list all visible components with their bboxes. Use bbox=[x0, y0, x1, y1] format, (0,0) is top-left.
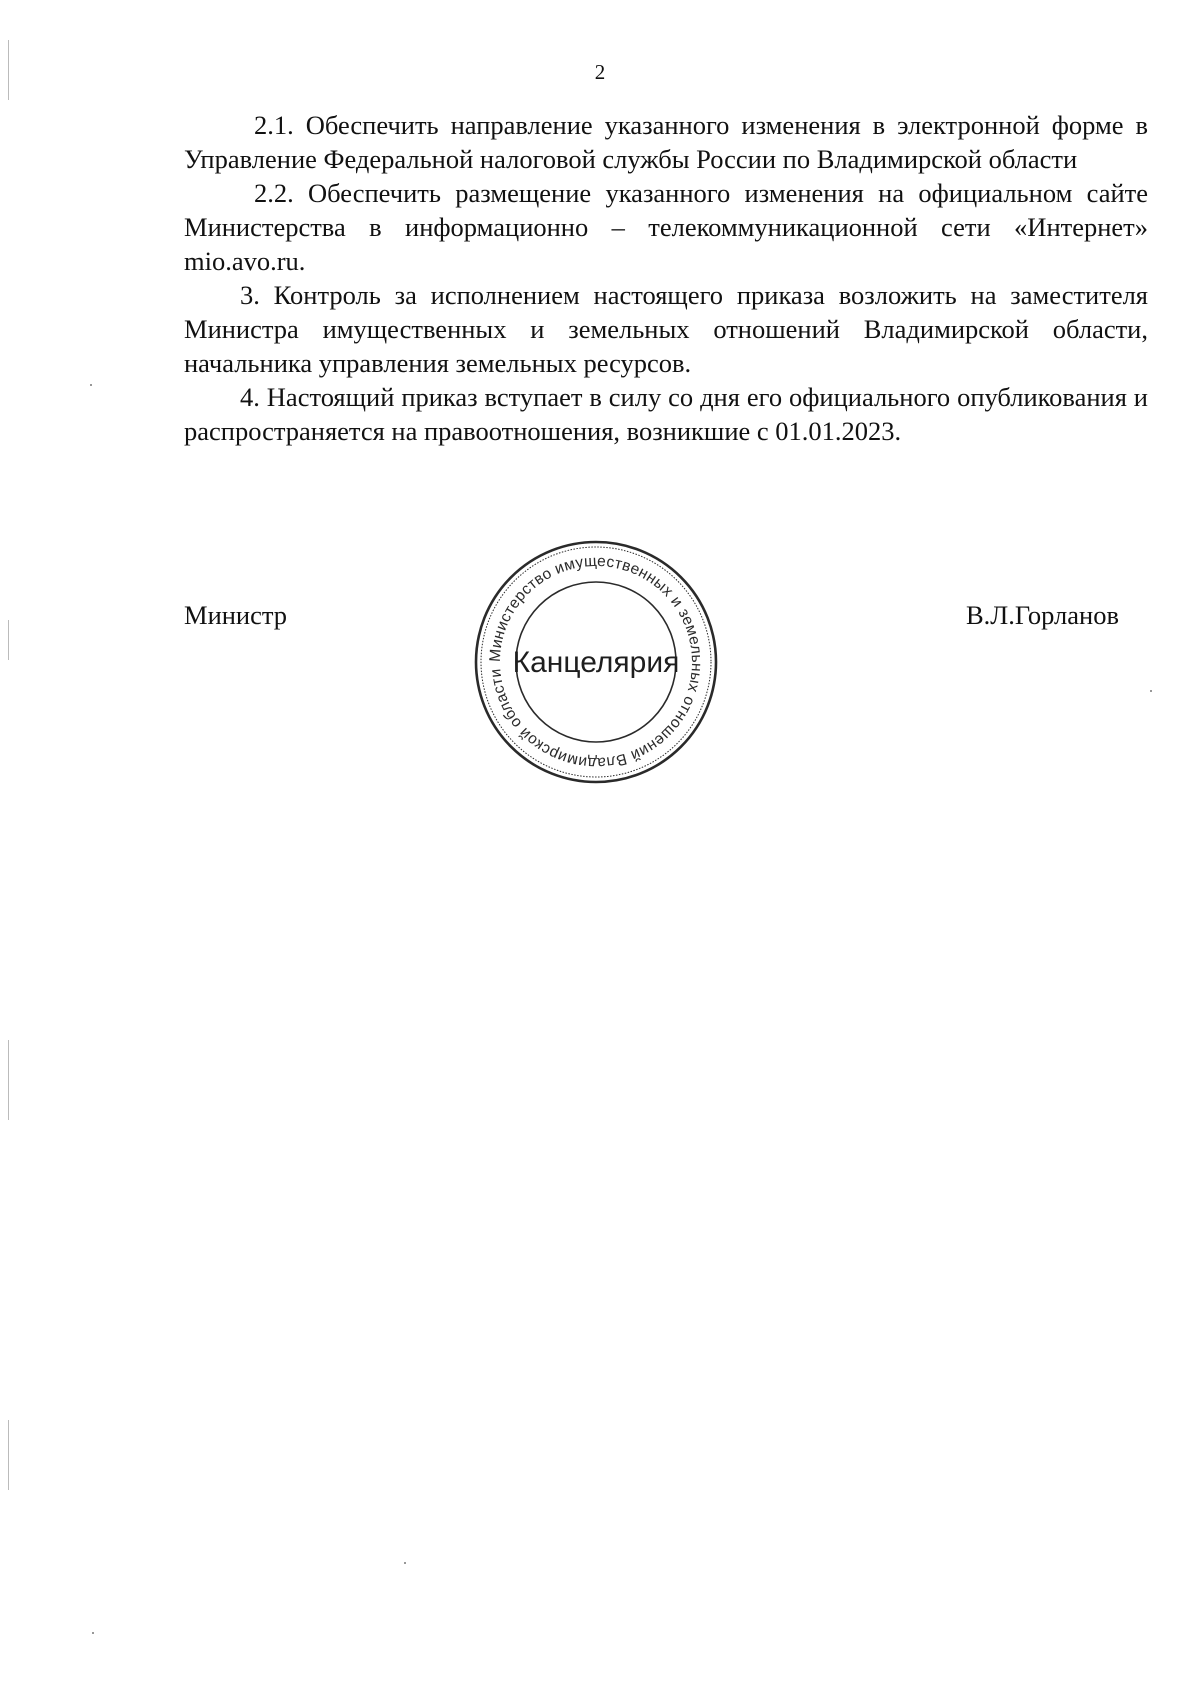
scan-edge-mark bbox=[8, 1040, 9, 1120]
paragraph-4: 4. Настоящий приказ вступает в силу со дня его официального опубликования и распространяется на правоотношения, возникшие с 01.01.2023. bbox=[184, 382, 1148, 446]
official-seal bbox=[470, 536, 722, 788]
paragraph-3: 3. Контроль за исполнением настоящего приказа возложить на заместителя Министра имущественных и земельных отношений Владимирской области, начальника управления земельных ресурсов. bbox=[184, 280, 1148, 378]
scan-edge-mark bbox=[8, 620, 9, 660]
seal-center-text: Канцелярия bbox=[512, 646, 680, 679]
document-body bbox=[184, 108, 1148, 448]
seal-ring-text: Министерство имущественных и земельных отношений Владимирской области bbox=[486, 552, 706, 772]
scan-edge-mark bbox=[8, 1420, 9, 1490]
paragraph-2-2: 2.2. Обеспечить размещение указанного изменения на официальном сайте Министерства в информационно – телекоммуникационной сети «Интернет» mio.avo.ru. bbox=[184, 178, 1148, 276]
paragraph-2-1: 2.1. Обеспечить направление указанного изменения в электронной форме в Управление Федеральной налоговой службы России по Владимирской области bbox=[184, 110, 1148, 174]
scan-edge-mark bbox=[8, 40, 9, 100]
scan-speck bbox=[90, 384, 92, 386]
scan-speck bbox=[92, 1632, 94, 1634]
signatory-name: В.Л.Горланов bbox=[966, 600, 1119, 630]
seal-graphic bbox=[470, 536, 722, 788]
page-number: 2 bbox=[594, 60, 606, 84]
scan-speck bbox=[404, 1562, 406, 1564]
signatory-position: Министр bbox=[184, 600, 288, 630]
scan-speck bbox=[1150, 690, 1152, 692]
